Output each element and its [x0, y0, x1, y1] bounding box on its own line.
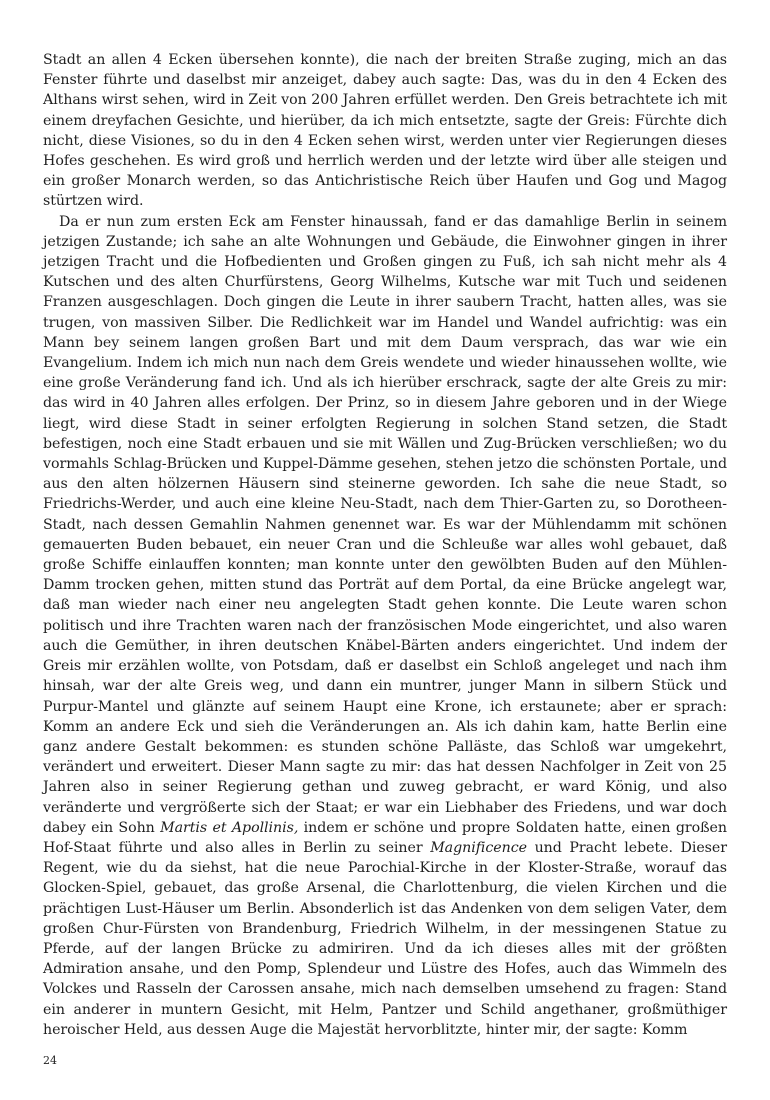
paragraph-2-italic-a: Martis et Apollinis,: [160, 819, 299, 836]
paragraph-1-text: Stadt an allen 4 Ecken übersehen konnte), die nach der breiten Straße zuging, mich an das Fenster führte und daselbst mir anzeiget, dabey auch sagte: Das, was du in den 4 Ecken des Althans wirst sehen, wird in Zeit von 200 Jahren erfüllet werden. Den Greis betrachtete ich mit einem dreyfachen Gesichte, und hierüber, da ich mich entsetzte, sagte der Greis: Fürchte dich nicht, diese Visiones, so du in den 4 Ecken sehen wirst, werden unter vier Regierungen dieses Hofes geschehen. Es wird groß und herrlich werden und der letzte wird über alle steigen und ein großer Monarch werden, so das Antichristische Reich über Haufen und Gog und Magog stürtzen wird.: [43, 52, 727, 210]
page-number: 24: [43, 1054, 57, 1067]
paragraph-2-text-c: und Pracht lebete. Dieser Regent, wie du da siehst, hat die neue Parochial-Kirche in der Kloster-Straße, worauf das Glocken-Spiel, gebauet, das große Arsenal, die Charlottenburg, die vielen Kirchen und die prächtigen Lust-Häuser um Berlin. Absonderlich ist das Andenken von dem seligen Vater, dem großen Chur-Fürsten von Brandenburg, Friedrich Wilhelm, in der messingenen Statue zu Pferde, auf der langen Brücke zu admiriren. Und da ich dieses alles mit der größten Admiration ansahe, und den Pomp, Splendeur und Lüstre des Hofes, auch das Wimmeln des Volckes und Rasseln der Carossen ansahe, mich nach demselben umsehend zu fragen: Stand ein anderer in muntern Gesicht, mit Helm, Pantzer und Schild angethaner, großmüthiger heroischer Held, aus dessen Auge die Majestät hervorblitzte, hinter mir, der sagte: Komm: [43, 839, 727, 1038]
paragraph-2-text-b: indem er schöne und propre Soldaten hatte, einen großen Hof-Staat führte und also alles in Berlin zu seiner: [43, 819, 727, 856]
paragraph-2: [43, 212, 727, 1040]
page-body: [43, 50, 727, 1040]
paragraph-2-italic-b: Magnificence: [430, 839, 527, 856]
paragraph-1: [43, 50, 727, 212]
paragraph-2-text-a: Da er nun zum ersten Eck am Fenster hinaussah, fand er das damahlige Berlin in seinem jetzigen Zustande; ich sahe an alte Wohnungen und Gebäude, die Einwohner gingen in ihrer jetzigen Tracht und die Hofbedienten und Großen gingen zu Fuß, ich sah nicht mehr als 4 Kutschen und des alten Churfürstens, Georg Wilhelms, Kutsche war mit Tuch und seidenen Franzen ausgeschlagen. Doch gingen die Leute in ihrer saubern Tracht, hatten alles, was sie trugen, von massiven Silber. Die Redlichkeit war im Handel und Wandel aufrichtig: was ein Mann bey seinem langen großen Bart und mit dem Daum versprach, das war wie ein Evangelium. Indem ich mich nun nach dem Greis wendete und wieder hinaussehen wollte, wie eine große Veränderung fand ich. Und als ich hierüber erschrack, sagte der alte Greis zu mir: das wird in 40 Jahren alles erfolgen. Der Prinz, so in diesem Jahre geboren und in der Wiege liegt, wird diese Stadt in seiner erfolgten Regierung in solchen Stand setzen, die Stadt befestigen, noch eine Stadt erbauen und sie mit Wällen und Zug-Brücken verschließen; wo du vormahls Schlag-Brücken und Kuppel-Dämme gesehen, stehen jetzo die schönsten Portale, und aus den alten hölzernen Häusern sind steinerne geworden. Ich sahe die neue Stadt, so Friedrichs-Werder, und auch eine kleine Neu-Stadt, nach dem Thier-Garten zu, so Dorotheen-Stadt, nach dessen Gemahlin Nahmen genennet war. Es war der Mühlendamm mit schönen gemauerten Buden bebauet, ein neuer Cran und die Schleuße war alles wohl gebauet, daß große Schiffe einlauffen konnten; man konnte unter den gewölbten Buden auf den Mühlen-Damm trocken gehen, mitten stund das Porträt auf dem Portal, da eine Brücke angelegt war, daß man wieder nach einer neu angelegten Stadt gehen konnte. Die Leute waren schon politisch und ihre Trachten waren nach der französischen Mode eingerichtet, und also waren auch die Gemüther, in ihren deutschen Knäbel-Bärten anders eingerichtet. Und indem der Greis mir erzählen wollte, von Potsdam, daß er daselbst ein Schloß angeleget und nach ihm hinsah, war der alte Greis weg, und dann ein muntrer, junger Mann in silbern Stück und Purpur-Mantel und glänzte auf seinem Haupt eine Krone, ich erstaunete; aber er sprach: Komm an andere Eck und sieh die Veränderungen an. Als ich dahin kam, hatte Berlin eine ganz andere Gestalt bekommen: es stunden schöne Palläste, das Schloß war umgekehrt, verändert und erweitert. Dieser Mann sagte zu mir: das hat dessen Nachfolger in Zeit von 25 Jahren also in seiner Regierung gethan und zuweg gebracht, er ward König, und also veränderte und vergrößerte sich der Staat; er war ein Liebhaber des Friedens, und war doch dabey ein Sohn: [43, 213, 727, 836]
